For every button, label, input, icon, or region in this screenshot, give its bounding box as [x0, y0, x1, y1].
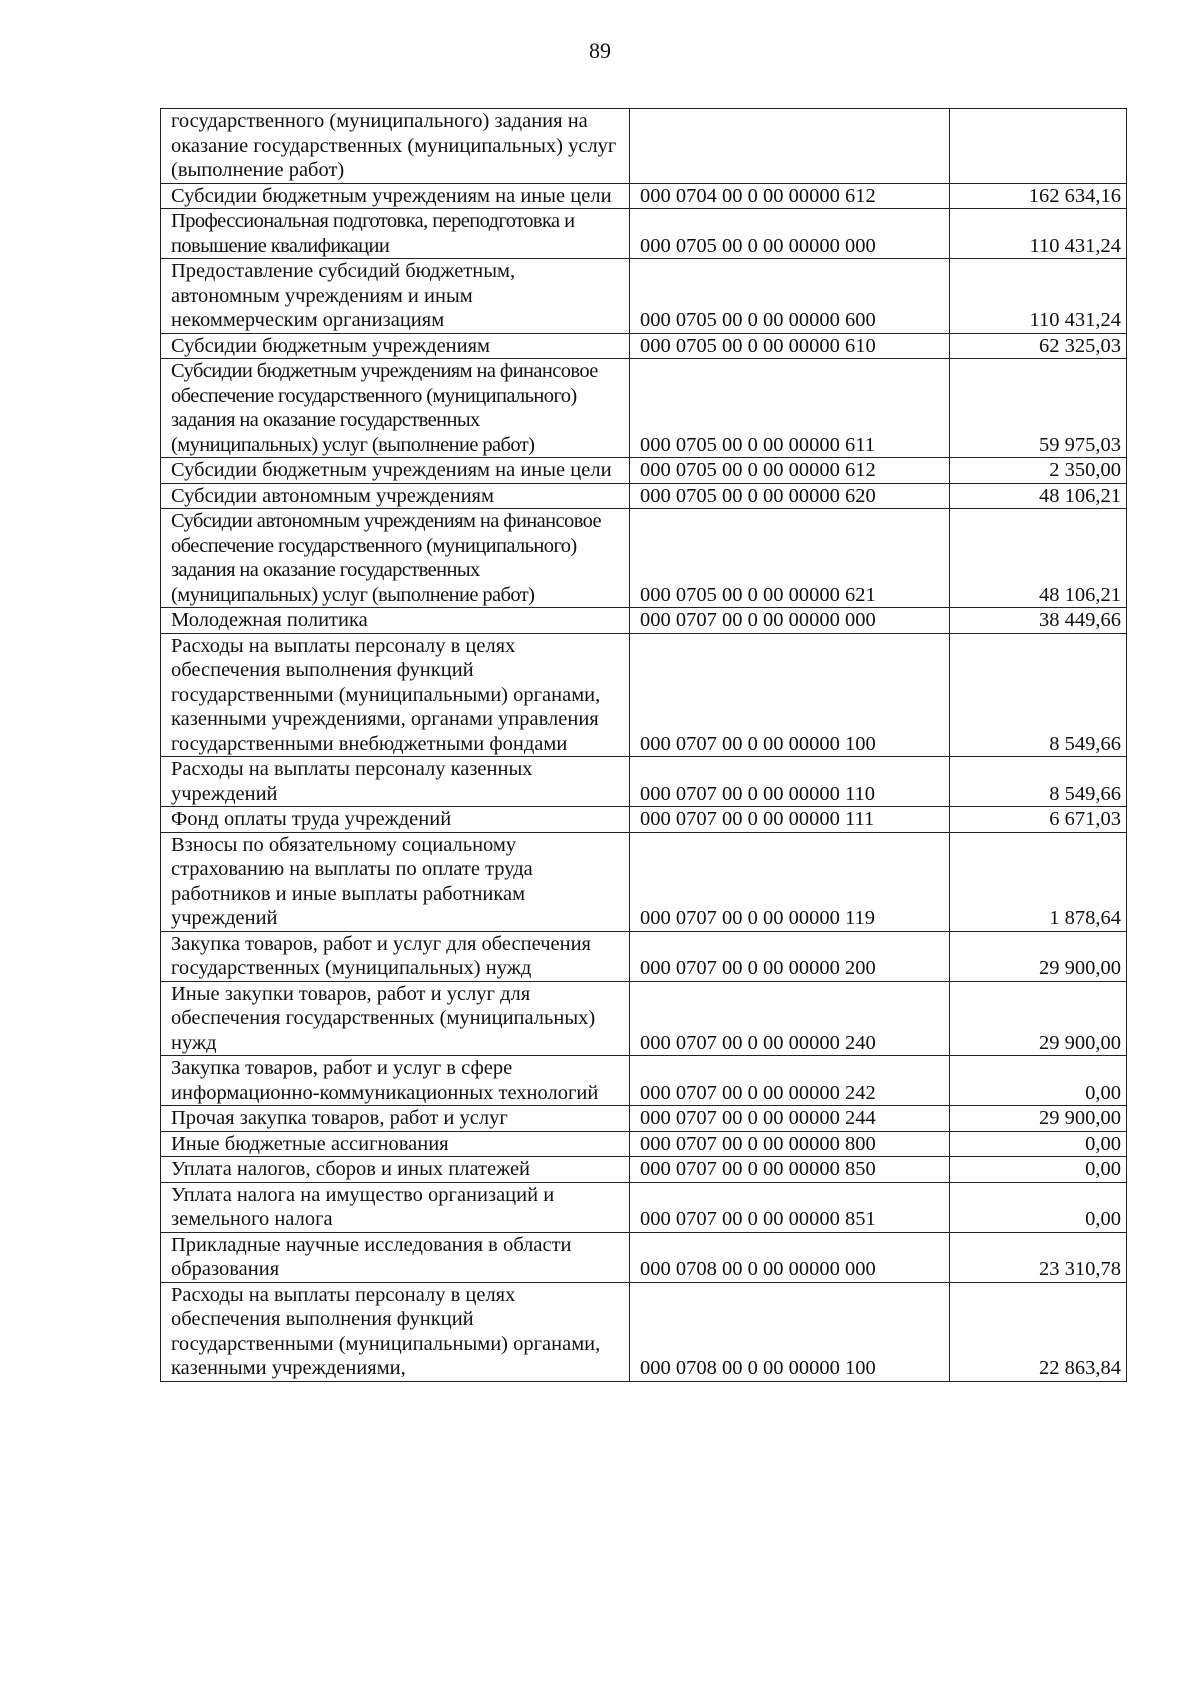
expense-name-cell: Расходы на выплаты персоналу в целях обеспечения выполнения функций государственными (муниципальными) органами, казенными учреждениями, органами управления государственными внебюджетными фондами: [161, 633, 630, 757]
budget-code-cell: 000 0707 00 0 00 00000 850: [630, 1157, 950, 1183]
amount-cell: 48 106,21: [950, 483, 1127, 509]
table-row: [161, 209, 1127, 259]
budget-code-cell: 000 0705 00 0 00 00000 611: [630, 359, 950, 458]
amount-cell: 6 671,03: [950, 807, 1127, 833]
amount-cell: 8 549,66: [950, 757, 1127, 807]
expense-name-cell: Иные закупки товаров, работ и услуг для обеспечения государственных (муниципальных) нужд: [161, 981, 630, 1056]
table-row: [161, 931, 1127, 981]
budget-code-cell: 000 0705 00 0 00 00000 620: [630, 483, 950, 509]
amount-cell: 62 325,03: [950, 333, 1127, 359]
budget-code-cell: 000 0707 00 0 00 00000 000: [630, 608, 950, 634]
budget-code-cell: 000 0704 00 0 00 00000 612: [630, 183, 950, 209]
expense-name-cell: Субсидии бюджетным учреждениям на иные цели: [161, 458, 630, 484]
budget-code-cell: [630, 109, 950, 184]
amount-cell: 0,00: [950, 1182, 1127, 1232]
table-row: [161, 832, 1127, 931]
budget-code-cell: 000 0705 00 0 00 00000 612: [630, 458, 950, 484]
expense-name-cell: Субсидии бюджетным учреждениям на иные цели: [161, 183, 630, 209]
budget-code-cell: 000 0705 00 0 00 00000 000: [630, 209, 950, 259]
table-row: [161, 1106, 1127, 1132]
amount-cell: 0,00: [950, 1131, 1127, 1157]
table-row: [161, 259, 1127, 334]
budget-code-cell: 000 0707 00 0 00 00000 851: [630, 1182, 950, 1232]
budget-code-cell: 000 0705 00 0 00 00000 600: [630, 259, 950, 334]
amount-cell: 110 431,24: [950, 209, 1127, 259]
table-row: [161, 807, 1127, 833]
amount-cell: 29 900,00: [950, 981, 1127, 1056]
expense-name-cell: Взносы по обязательному социальному страхованию на выплаты по оплате труда работников и иные выплаты работникам учреждений: [161, 832, 630, 931]
budget-table: [160, 108, 1127, 1382]
amount-cell: 22 863,84: [950, 1282, 1127, 1381]
table-row: [161, 633, 1127, 757]
expense-name-cell: Закупка товаров, работ и услуг для обеспечения государственных (муниципальных) нужд: [161, 931, 630, 981]
budget-code-cell: 000 0707 00 0 00 00000 111: [630, 807, 950, 833]
budget-code-cell: 000 0705 00 0 00 00000 621: [630, 509, 950, 608]
expense-name-cell: Прочая закупка товаров, работ и услуг: [161, 1106, 630, 1132]
expense-name-cell: Закупка товаров, работ и услуг в сфере информационно-коммуникационных технологий: [161, 1056, 630, 1106]
table-row: [161, 183, 1127, 209]
amount-cell: [950, 109, 1127, 184]
expense-name-cell: Субсидии автономным учреждениям: [161, 483, 630, 509]
amount-cell: 162 634,16: [950, 183, 1127, 209]
expense-name-cell: Предоставление субсидий бюджетным, автономным учреждениям и иным некоммерческим организациям: [161, 259, 630, 334]
expense-name-cell: Расходы на выплаты персоналу казенных учреждений: [161, 757, 630, 807]
table-row: [161, 757, 1127, 807]
amount-cell: 23 310,78: [950, 1232, 1127, 1282]
budget-code-cell: 000 0707 00 0 00 00000 800: [630, 1131, 950, 1157]
table-row: [161, 509, 1127, 608]
amount-cell: 48 106,21: [950, 509, 1127, 608]
table-row: [161, 981, 1127, 1056]
expense-name-cell: Фонд оплаты труда учреждений: [161, 807, 630, 833]
amount-cell: 29 900,00: [950, 1106, 1127, 1132]
table-row: [161, 359, 1127, 458]
table-row: [161, 608, 1127, 634]
table-row: [161, 333, 1127, 359]
budget-code-cell: 000 0707 00 0 00 00000 110: [630, 757, 950, 807]
expense-name-cell: государственного (муниципального) задания на оказание государственных (муниципальных) услуг (выполнение работ): [161, 109, 630, 184]
amount-cell: 0,00: [950, 1157, 1127, 1183]
budget-code-cell: 000 0707 00 0 00 00000 244: [630, 1106, 950, 1132]
expense-name-cell: Расходы на выплаты персоналу в целях обеспечения выполнения функций государственными (муниципальными) органами, казенными учреждениями,: [161, 1282, 630, 1381]
expense-name-cell: Субсидии бюджетным учреждениям на финансовое обеспечение государственного (муниципального) задания на оказание государственных (муниципальных) услуг (выполнение работ): [161, 359, 630, 458]
table-row: [161, 1157, 1127, 1183]
expense-name-cell: Прикладные научные исследования в области образования: [161, 1232, 630, 1282]
expense-name-cell: Профессиональная подготовка, переподготовка и повышение квалификации: [161, 209, 630, 259]
expense-name-cell: Уплата налога на имущество организаций и земельного налога: [161, 1182, 630, 1232]
budget-code-cell: 000 0705 00 0 00 00000 610: [630, 333, 950, 359]
page-number: 89: [589, 38, 611, 63]
expense-name-cell: Субсидии автономным учреждениям на финансовое обеспечение государственного (муниципального) задания на оказание государственных (муниципальных) услуг (выполнение работ): [161, 509, 630, 608]
amount-cell: 29 900,00: [950, 931, 1127, 981]
budget-code-cell: 000 0708 00 0 00 00000 000: [630, 1232, 950, 1282]
amount-cell: 8 549,66: [950, 633, 1127, 757]
amount-cell: 1 878,64: [950, 832, 1127, 931]
table-row: [161, 1056, 1127, 1106]
budget-table-body: [161, 109, 1127, 1382]
expense-name-cell: Субсидии бюджетным учреждениям: [161, 333, 630, 359]
expense-name-cell: Иные бюджетные ассигнования: [161, 1131, 630, 1157]
budget-code-cell: 000 0707 00 0 00 00000 200: [630, 931, 950, 981]
budget-code-cell: 000 0707 00 0 00 00000 119: [630, 832, 950, 931]
table-row: [161, 1182, 1127, 1232]
budget-code-cell: 000 0707 00 0 00 00000 242: [630, 1056, 950, 1106]
table-row: [161, 1232, 1127, 1282]
expense-name-cell: Уплата налогов, сборов и иных платежей: [161, 1157, 630, 1183]
amount-cell: 110 431,24: [950, 259, 1127, 334]
budget-code-cell: 000 0707 00 0 00 00000 100: [630, 633, 950, 757]
table-row: [161, 1131, 1127, 1157]
amount-cell: 59 975,03: [950, 359, 1127, 458]
table-row: [161, 483, 1127, 509]
table-row: [161, 458, 1127, 484]
amount-cell: 38 449,66: [950, 608, 1127, 634]
expense-name-cell: Молодежная политика: [161, 608, 630, 634]
budget-code-cell: 000 0708 00 0 00 00000 100: [630, 1282, 950, 1381]
amount-cell: 0,00: [950, 1056, 1127, 1106]
amount-cell: 2 350,00: [950, 458, 1127, 484]
table-row: [161, 109, 1127, 184]
table-row: [161, 1282, 1127, 1381]
budget-code-cell: 000 0707 00 0 00 00000 240: [630, 981, 950, 1056]
